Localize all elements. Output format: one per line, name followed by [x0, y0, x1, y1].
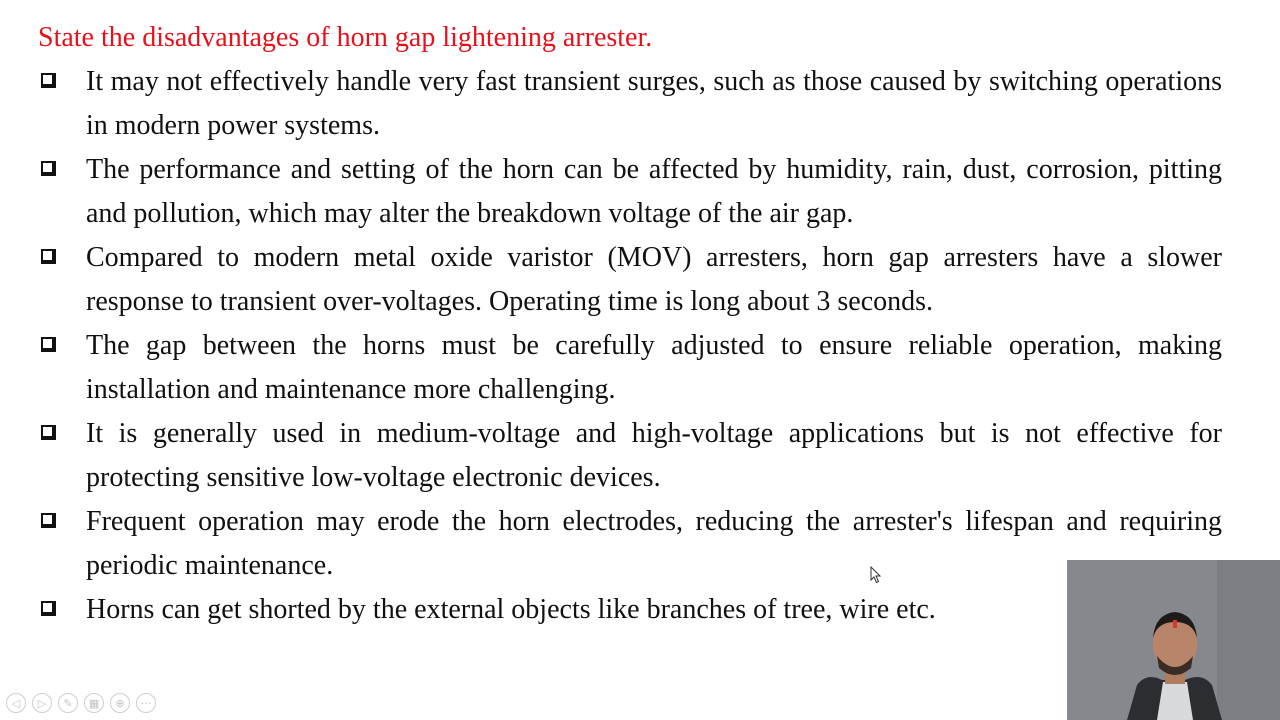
- mouse-cursor-icon: [870, 566, 882, 584]
- checkbox-bullet-icon: [41, 337, 56, 352]
- list-item-text: Horns can get shorted by the external objects like branches of tree, wire etc.: [86, 594, 936, 625]
- list-item-text: It is generally used in medium-voltage and high-voltage applications but is not effective for protecting sensitive low-voltage electronic devices.: [86, 418, 1222, 493]
- list-item: [38, 236, 1222, 324]
- list-item: [38, 324, 1222, 412]
- presenter-silhouette-icon: [1067, 560, 1280, 720]
- checkbox-bullet-icon: [41, 249, 56, 264]
- checkbox-bullet-icon: [41, 513, 56, 528]
- list-item-text: Frequent operation may erode the horn electrodes, reducing the arrester's lifespan and requiring periodic maintenance.: [86, 506, 1222, 581]
- list-item-text: The gap between the horns must be carefully adjusted to ensure reliable operation, making installation and maintenance more challenging.: [86, 330, 1222, 405]
- more-icon[interactable]: ···: [136, 693, 156, 713]
- list-item: [38, 60, 1222, 148]
- next-icon[interactable]: ▷: [32, 693, 52, 713]
- previous-icon[interactable]: ◁: [6, 693, 26, 713]
- slides-icon[interactable]: ▦: [84, 693, 104, 713]
- checkbox-bullet-icon: [41, 601, 56, 616]
- list-item-text: It may not effectively handle very fast transient surges, such as those caused by switching operations in modern power systems.: [86, 66, 1222, 141]
- zoom-icon[interactable]: ⊕: [110, 693, 130, 713]
- disadvantages-list: [38, 60, 1222, 632]
- checkbox-bullet-icon: [41, 161, 56, 176]
- list-item: [38, 412, 1222, 500]
- presenter-webcam: [1067, 560, 1280, 720]
- list-item-text: The performance and setting of the horn can be affected by humidity, rain, dust, corrosion, pitting and pollution, which may alter the breakdown voltage of the air gap.: [86, 154, 1222, 229]
- slide-title: State the disadvantages of horn gap lightening arrester.: [38, 22, 653, 53]
- checkbox-bullet-icon: [41, 425, 56, 440]
- list-item: [38, 500, 1222, 588]
- list-item: [38, 148, 1222, 236]
- checkbox-bullet-icon: [41, 73, 56, 88]
- pen-icon[interactable]: ✎: [58, 693, 78, 713]
- list-item: [38, 588, 1222, 632]
- list-item-text: Compared to modern metal oxide varistor (MOV) arresters, horn gap arresters have a slower response to transient over-voltages. Operating time is long about 3 seconds.: [86, 242, 1222, 317]
- slideshow-toolbar: [6, 693, 156, 713]
